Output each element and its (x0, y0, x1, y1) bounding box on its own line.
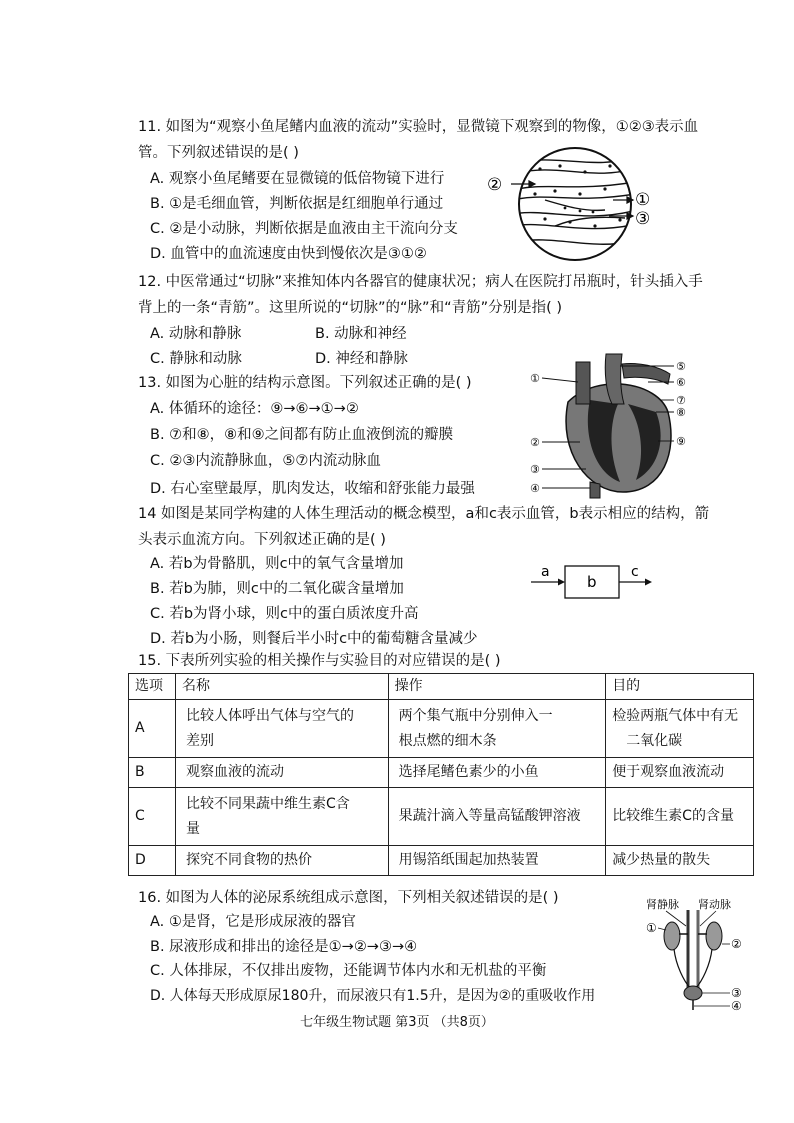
row-d-goal: 减少热量的散失 (606, 846, 754, 876)
q13-option-a: A. 体循环的途径：⑨→⑥→①→② (150, 401, 359, 417)
q11-option-b: B. ①是毛细血管，判断依据是红细胞单行通过 (150, 196, 444, 212)
label-renal-artery: 肾动脉 (698, 898, 731, 911)
row-c-operation: 果蔬汁滴入等量高锰酸钾溶液 (388, 788, 606, 846)
q12-option-d: D. 神经和静脉 (315, 351, 408, 367)
header-goal: 目的 (606, 674, 754, 700)
row-a-goal-line1: 检验两瓶气体中有无 (612, 707, 739, 724)
q13-option-c: C. ②③内流静脉血，⑤⑦内流动脉血 (150, 453, 381, 469)
q12-option-a: A. 动脉和静脉 (150, 326, 242, 342)
urinary-label-2: ② (731, 937, 742, 951)
header-operation: 操作 (388, 674, 606, 700)
header-name: 名称 (175, 674, 388, 700)
row-b-goal: 便于观察血液流动 (606, 758, 754, 788)
row-c-name-line2: 量 (185, 820, 200, 837)
q13-option-b: B. ⑦和⑧，⑧和⑨之间都有防止血液倒流的瓣膜 (150, 427, 454, 443)
q16-stem: 16. 如图为人体的泌尿系统组成示意图，下列相关叙述错误的是( ) (138, 890, 559, 906)
q16-option-a: A. ①是肾，它是形成尿液的器官 (150, 914, 356, 930)
table-row (129, 758, 754, 788)
q14-option-b: B. 若b为肺，则c中的二氧化碳含量增加 (150, 581, 404, 597)
heart-label-5: ⑤ (676, 360, 686, 373)
row-a-operation (388, 700, 606, 758)
q14-option-a: A. 若b为骨骼肌，则c中的氧气含量增加 (150, 556, 404, 572)
row-a-name-line1: 比较人体呼出气体与空气的 (185, 707, 354, 724)
header-option: 选项 (129, 674, 176, 700)
q14-stem-line2: 头表示血流方向。下列叙述正确的是( ) (138, 532, 386, 548)
table-row (129, 788, 754, 846)
row-d-option: D (129, 846, 176, 876)
q11-option-a: A. 观察小鱼尾鳍要在显微镜的低倍物镜下进行 (150, 171, 445, 187)
page-footer: 七年级生物试题 第3页 （共8页） (300, 1015, 494, 1030)
row-a-op-line1: 两个集气瓶中分别伸入一 (398, 707, 553, 724)
q11-option-d: D. 血管中的血流速度由快到慢依次是③①② (150, 246, 427, 262)
q12-option-c: C. 静脉和动脉 (150, 351, 242, 367)
q11-stem-line2: 管。下列叙述错误的是( ) (138, 145, 299, 161)
bladder (684, 986, 702, 1000)
row-c-goal: 比较维生素C的含量 (606, 788, 754, 846)
heart-label-6: ⑥ (676, 376, 686, 389)
q12-stem-line2: 背上的一条“青筋”。这里所说的“切脉”的“脉”和“青筋”分别是指( ) (138, 300, 563, 316)
q11-microscope-figure (485, 142, 665, 267)
q12-stem-line1: 12. 中医常通过“切脉”来推知体内各器官的健康状况；病人在医院打吊瓶时，针头插入手 (138, 274, 703, 290)
urinary-label-1: ① (646, 921, 657, 935)
row-d-name: 探究不同食物的热价 (175, 846, 388, 876)
row-a-option: A (129, 700, 176, 758)
urinary-label-4: ④ (731, 999, 742, 1013)
q16-option-b: B. 尿液形成和排出的途径是①→②→③→④ (150, 939, 418, 955)
row-a-name-line2: 差别 (185, 732, 214, 749)
pulmonary-artery (622, 363, 670, 384)
row-a-goal-line2: 二氧化碳 (626, 732, 683, 749)
row-c-name (175, 788, 388, 846)
model-label-a: a (541, 564, 550, 580)
row-a-op-line2: 根点燃的细木条 (398, 732, 497, 749)
kidney-right (706, 922, 722, 950)
model-label-b: b (587, 573, 597, 591)
table-row (129, 700, 754, 758)
row-c-name-line1: 比较不同果蔬中维生素C含 (185, 795, 350, 812)
heart-label-8: ⑧ (676, 406, 686, 419)
q11-option-c: C. ②是小动脉，判断依据是血液由主干流向分支 (150, 221, 458, 237)
row-b-option: B (129, 758, 176, 788)
q15-table (128, 673, 754, 876)
q14-stem-line1: 14 如图是某同学构建的人体生理活动的概念模型，a和c表示血管，b表示相应的结构，箭 (138, 506, 710, 522)
urinary-label-3: ③ (731, 986, 742, 1000)
heart-label-7: ⑦ (676, 394, 686, 407)
q14-concept-model (525, 558, 660, 600)
model-label-c: c (631, 564, 639, 580)
heart-label-1: ① (530, 372, 540, 385)
vena-cava (576, 362, 590, 404)
label-1: ① (635, 190, 651, 210)
q12-option-b: B. 动脉和神经 (315, 326, 407, 342)
heart-label-4: ④ (530, 482, 540, 495)
heart-label-9: ⑨ (676, 435, 686, 448)
row-a-goal (606, 700, 754, 758)
row-b-name: 观察血液的流动 (175, 758, 388, 788)
q14-option-c: C. 若b为肾小球，则c中的蛋白质浓度升高 (150, 606, 419, 622)
row-b-operation: 选择尾鳍色素少的小鱼 (388, 758, 606, 788)
q15-stem: 15. 下表所列实验的相关操作与实验目的对应错误的是( ) (138, 653, 501, 669)
q13-stem: 13. 如图为心脏的结构示意图。下列叙述正确的是( ) (138, 375, 472, 391)
kidney-left (664, 922, 680, 950)
heart-label-2: ② (530, 436, 540, 449)
row-d-operation: 用锡箔纸围起加热装置 (388, 846, 606, 876)
q16-urinary-figure (646, 896, 746, 1016)
q13-heart-figure (528, 342, 708, 502)
row-c-option: C (129, 788, 176, 846)
row-a-name (175, 700, 388, 758)
q14-option-d: D. 若b为小肠，则餐后半小时c中的葡萄糖含量减少 (150, 631, 478, 647)
q13-option-d: D. 右心室壁最厚，肌肉发达，收缩和舒张能力最强 (150, 481, 475, 497)
heart-label-3: ③ (530, 463, 540, 476)
label-renal-vein: 肾静脉 (646, 898, 679, 911)
label-3: ③ (635, 209, 651, 229)
q16-option-d: D. 人体每天形成原尿180升，而尿液只有1.5升，是因为②的重吸收作用 (150, 988, 596, 1004)
label-2: ② (487, 175, 503, 195)
q16-option-c: C. 人体排尿，不仅排出废物，还能调节体内水和无机盐的平衡 (150, 963, 547, 979)
inferior-vena-cava (590, 482, 600, 498)
table-row (129, 846, 754, 876)
q11-stem-line1: 11. 如图为“观察小鱼尾鳍内血液的流动”实验时，显微镜下观察到的物像，①②③表示血 (138, 119, 699, 135)
table-header-row (129, 674, 754, 700)
